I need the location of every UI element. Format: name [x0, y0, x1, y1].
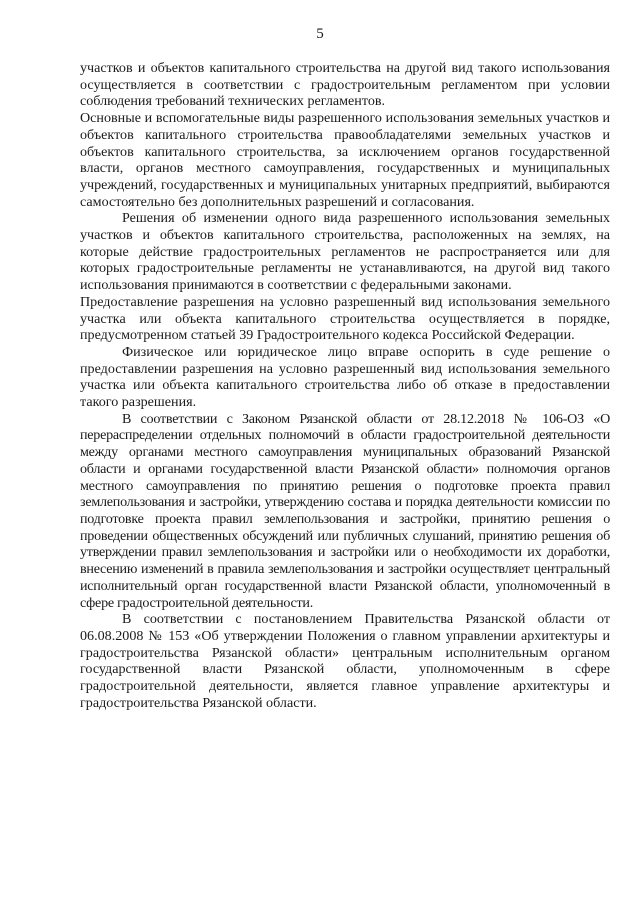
- document-body: [80, 60, 610, 711]
- paragraph-3: Решения об изменении одного вида разрешенного использования земельных участков и объектов капитального строительства, расположенных на землях, на которые действие градостроительных регламентов не распространяется или для которых градостроительные регламенты не устанавливаются, на другой вид такого использования принимаются в соответствии с федеральными законами.: [80, 210, 610, 294]
- paragraph-7: В соответствии с постановлением Правительства Рязанской области от 06.08.2008 № 153 «Об утверждении Положения о главном управлении архитектуры и градостроительства Рязанской области» центральным исполнительным органом государственной власти Рязанской области, уполномоченным в сфере градостроительной деятельности, является главное управление архитектуры и градостроительства Рязанской области.: [80, 611, 610, 711]
- paragraph-6: В соответствии с Законом Рязанской области от 28.12.2018 № 106-ОЗ «О перераспределении отдельных полномочий в области градостроительной деятельности между органами местного самоуправления муниципальных образований Рязанской области и органами государственной власти Рязанской области» полномочия органов местного самоуправления по принятию решения о подготовке проекта правил землепользования и застройки, утверждению состава и порядка деятельности комиссии по подготовке проекта правил землепользования и застройки, принятию решения о проведении общественных обсуждений или публичных слушаний, принятию решения об утверждении правил землепользования и застройки или о необходимости их доработки, внесению изменений в правила землепользования и застройки осуществляет центральный исполнительный орган государственной власти Рязанской области, уполномоченный в сфере градостроительной деятельности.: [80, 410, 610, 611]
- paragraph-2: Основные и вспомогательные виды разрешенного использования земельных участков и объектов капитального строительства правообладателями земельных участков и объектов капитального строительства, за исключением органов государственной власти, органов местного самоуправления, государственных и муниципальных учреждений, государственных и муниципальных унитарных предприятий, выбираются самостоятельно без дополнительных разрешений и согласования.: [80, 110, 610, 210]
- paragraph-5: Физическое или юридическое лицо вправе оспорить в суде решение о предоставлении разрешения на условно разрешенный вид использования земельного участка или объекта капитального строительства либо об отказе в предоставлении такого разрешения.: [80, 343, 610, 411]
- paragraph-4: Предоставление разрешения на условно разрешенный вид использования земельного участка или объекта капитального строительства осуществляется в порядке, предусмотренном статьей 39 Градостроительного кодекса Российской Федерации.: [80, 293, 610, 344]
- page-number: 5: [316, 26, 324, 42]
- paragraph-1: участков и объектов капитального строительства на другой вид такого использования осуществляется в соответствии с градостроительным регламентом при условии соблюдения требований технических регламентов.: [80, 60, 610, 110]
